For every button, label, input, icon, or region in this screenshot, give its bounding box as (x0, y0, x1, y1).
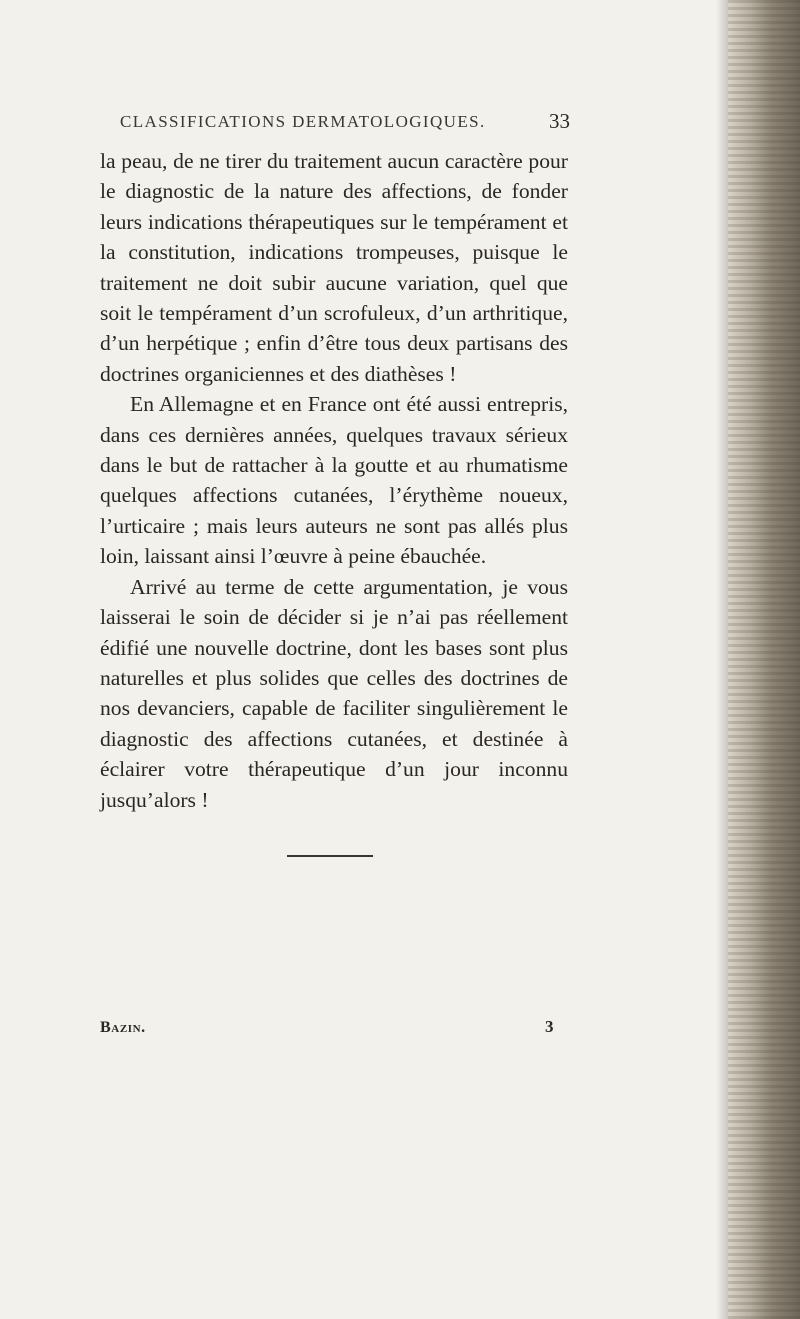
signature-mark: 3 (545, 1017, 554, 1036)
paragraph: la peau, de ne tirer du traitement aucun caractère pour le diagnostic de la nature des affections, de fonder leurs indications thérapeutiques sur le tempérament et la constitution, indications trompeuses, puisque le traitement ne doit subir aucune variation, quel que soit le tempérament d’un scrofuleux, d’un arthritique, d’un herpétique ; enfin d’être tous deux partisans des doctrines organiciennes et des diathèses ! (100, 149, 568, 386)
signature-footer: Bazin. (100, 1019, 146, 1036)
section-divider (287, 855, 373, 857)
page-number: 33 (549, 109, 570, 133)
paragraph: Arrivé au terme de cette argumentation, je vous laisserai le soin de décider si je n’ai pas réellement édifié une nouvelle doctrine, dont les bases sont plus naturelles et plus solides que celles des doctrines de nos devanciers, capable de faciliter singulièrement le diagnostic des affections cutanées, et destinée à éclairer votre thérapeutique d’un jour inconnu jusqu’alors ! (100, 574, 568, 812)
book-binding-edge (728, 0, 800, 1319)
body-text (100, 146, 568, 815)
paragraph: En Allemagne et en France ont été aussi entrepris, dans ces dernières années, quelques travaux sérieux dans le but de rattacher à la goutte et au rhumatisme quelques affections cutanées, l’érythème noueux, l’urticaire ; mais leurs auteurs ne sont pas allés plus loin, laissant ainsi l’œuvre à peine ébauchée. (100, 392, 568, 569)
gutter-shadow (716, 0, 728, 1319)
page-header (100, 109, 570, 140)
running-head: CLASSIFICATIONS DERMATOLOGIQUES. (120, 112, 486, 131)
